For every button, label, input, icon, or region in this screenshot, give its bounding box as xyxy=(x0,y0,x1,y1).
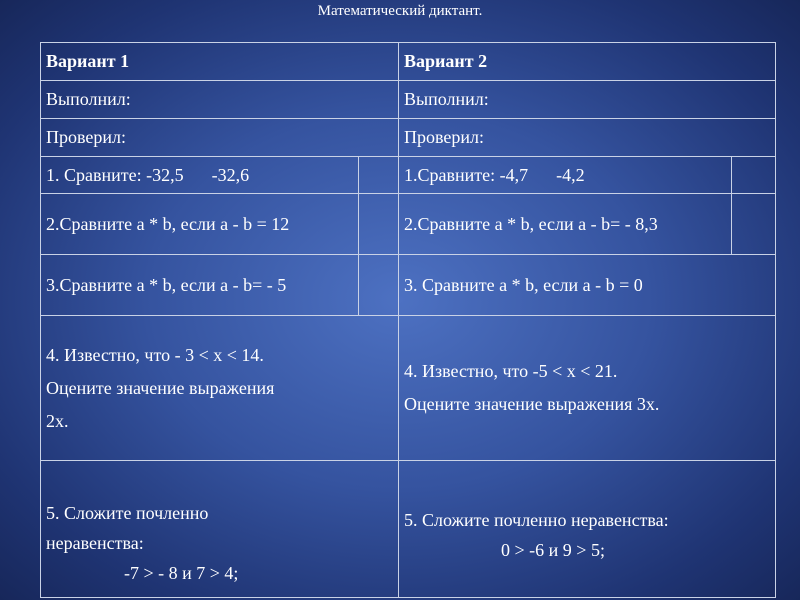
variant1-task4-line2: Оцените значение выражения xyxy=(46,377,275,398)
header-row xyxy=(41,43,776,81)
variant2-task5 xyxy=(399,461,776,598)
performed-row xyxy=(41,81,776,119)
checked-row xyxy=(41,119,776,157)
variant2-task2-answer xyxy=(732,194,776,255)
variant2-task4-line2: Оцените значение выражения 3x. xyxy=(404,394,660,414)
variant1-task5-line3: -7 > - 8 и 7 > 4; xyxy=(124,562,239,583)
variant1-task4-line1: 4. Известно, что - 3 < x < 14. xyxy=(46,344,264,365)
variant1-header: Вариант 1 xyxy=(41,43,399,81)
variant2-task3: 3. Сравните a * b, если a - b = 0 xyxy=(399,255,776,316)
variant2-task1-text: 1.Сравните: -4,7 xyxy=(404,164,529,185)
variant2-task4 xyxy=(399,316,776,461)
variant2-task1-value2: -4,2 xyxy=(556,164,585,185)
variant2-header: Вариант 2 xyxy=(399,43,776,81)
variant1-task3: 3.Сравните a * b, если a - b= - 5 xyxy=(41,255,359,316)
task3-row xyxy=(41,255,776,316)
variant1-task5-line1: 5. Сложите почленно xyxy=(46,502,209,523)
dictation-table xyxy=(40,42,776,598)
variant1-task5 xyxy=(41,461,399,598)
variant2-task1 xyxy=(399,157,732,194)
variant1-performed: Выполнил: xyxy=(41,81,399,119)
variant2-performed: Выполнил: xyxy=(399,81,776,119)
variant2-task4-line1: 4. Известно, что -5 < x < 21. xyxy=(404,361,618,381)
variant2-task2: 2.Сравните a * b, если a - b= - 8,3 xyxy=(399,194,732,255)
variant1-task4-line3: 2x. xyxy=(46,410,69,431)
task5-row xyxy=(41,461,776,598)
variant1-task1-text: 1. Сравните: -32,5 xyxy=(46,164,184,185)
variant2-task5-line2: 0 > -6 и 9 > 5; xyxy=(501,539,605,560)
variant2-task5-line1: 5. Сложите почленно неравенства: xyxy=(404,509,669,530)
variant2-task1-answer xyxy=(732,157,776,194)
slide-title: Математический диктант. xyxy=(317,3,483,19)
variant1-task1 xyxy=(41,157,359,194)
variant1-task4 xyxy=(41,316,399,461)
variant1-task3-answer xyxy=(359,255,399,316)
variant2-checked: Проверил: xyxy=(399,119,776,157)
task2-row xyxy=(41,194,776,255)
task1-row xyxy=(41,157,776,194)
variant1-task2-answer xyxy=(359,194,399,255)
variant1-task1-value2: -32,6 xyxy=(211,164,250,185)
variant1-task1-answer xyxy=(359,157,399,194)
variant1-checked: Проверил: xyxy=(41,119,399,157)
variant1-task5-line2: неравенства: xyxy=(46,532,144,553)
variant1-task2: 2.Сравните a * b, если a - b = 12 xyxy=(41,194,359,255)
task4-row xyxy=(41,316,776,461)
